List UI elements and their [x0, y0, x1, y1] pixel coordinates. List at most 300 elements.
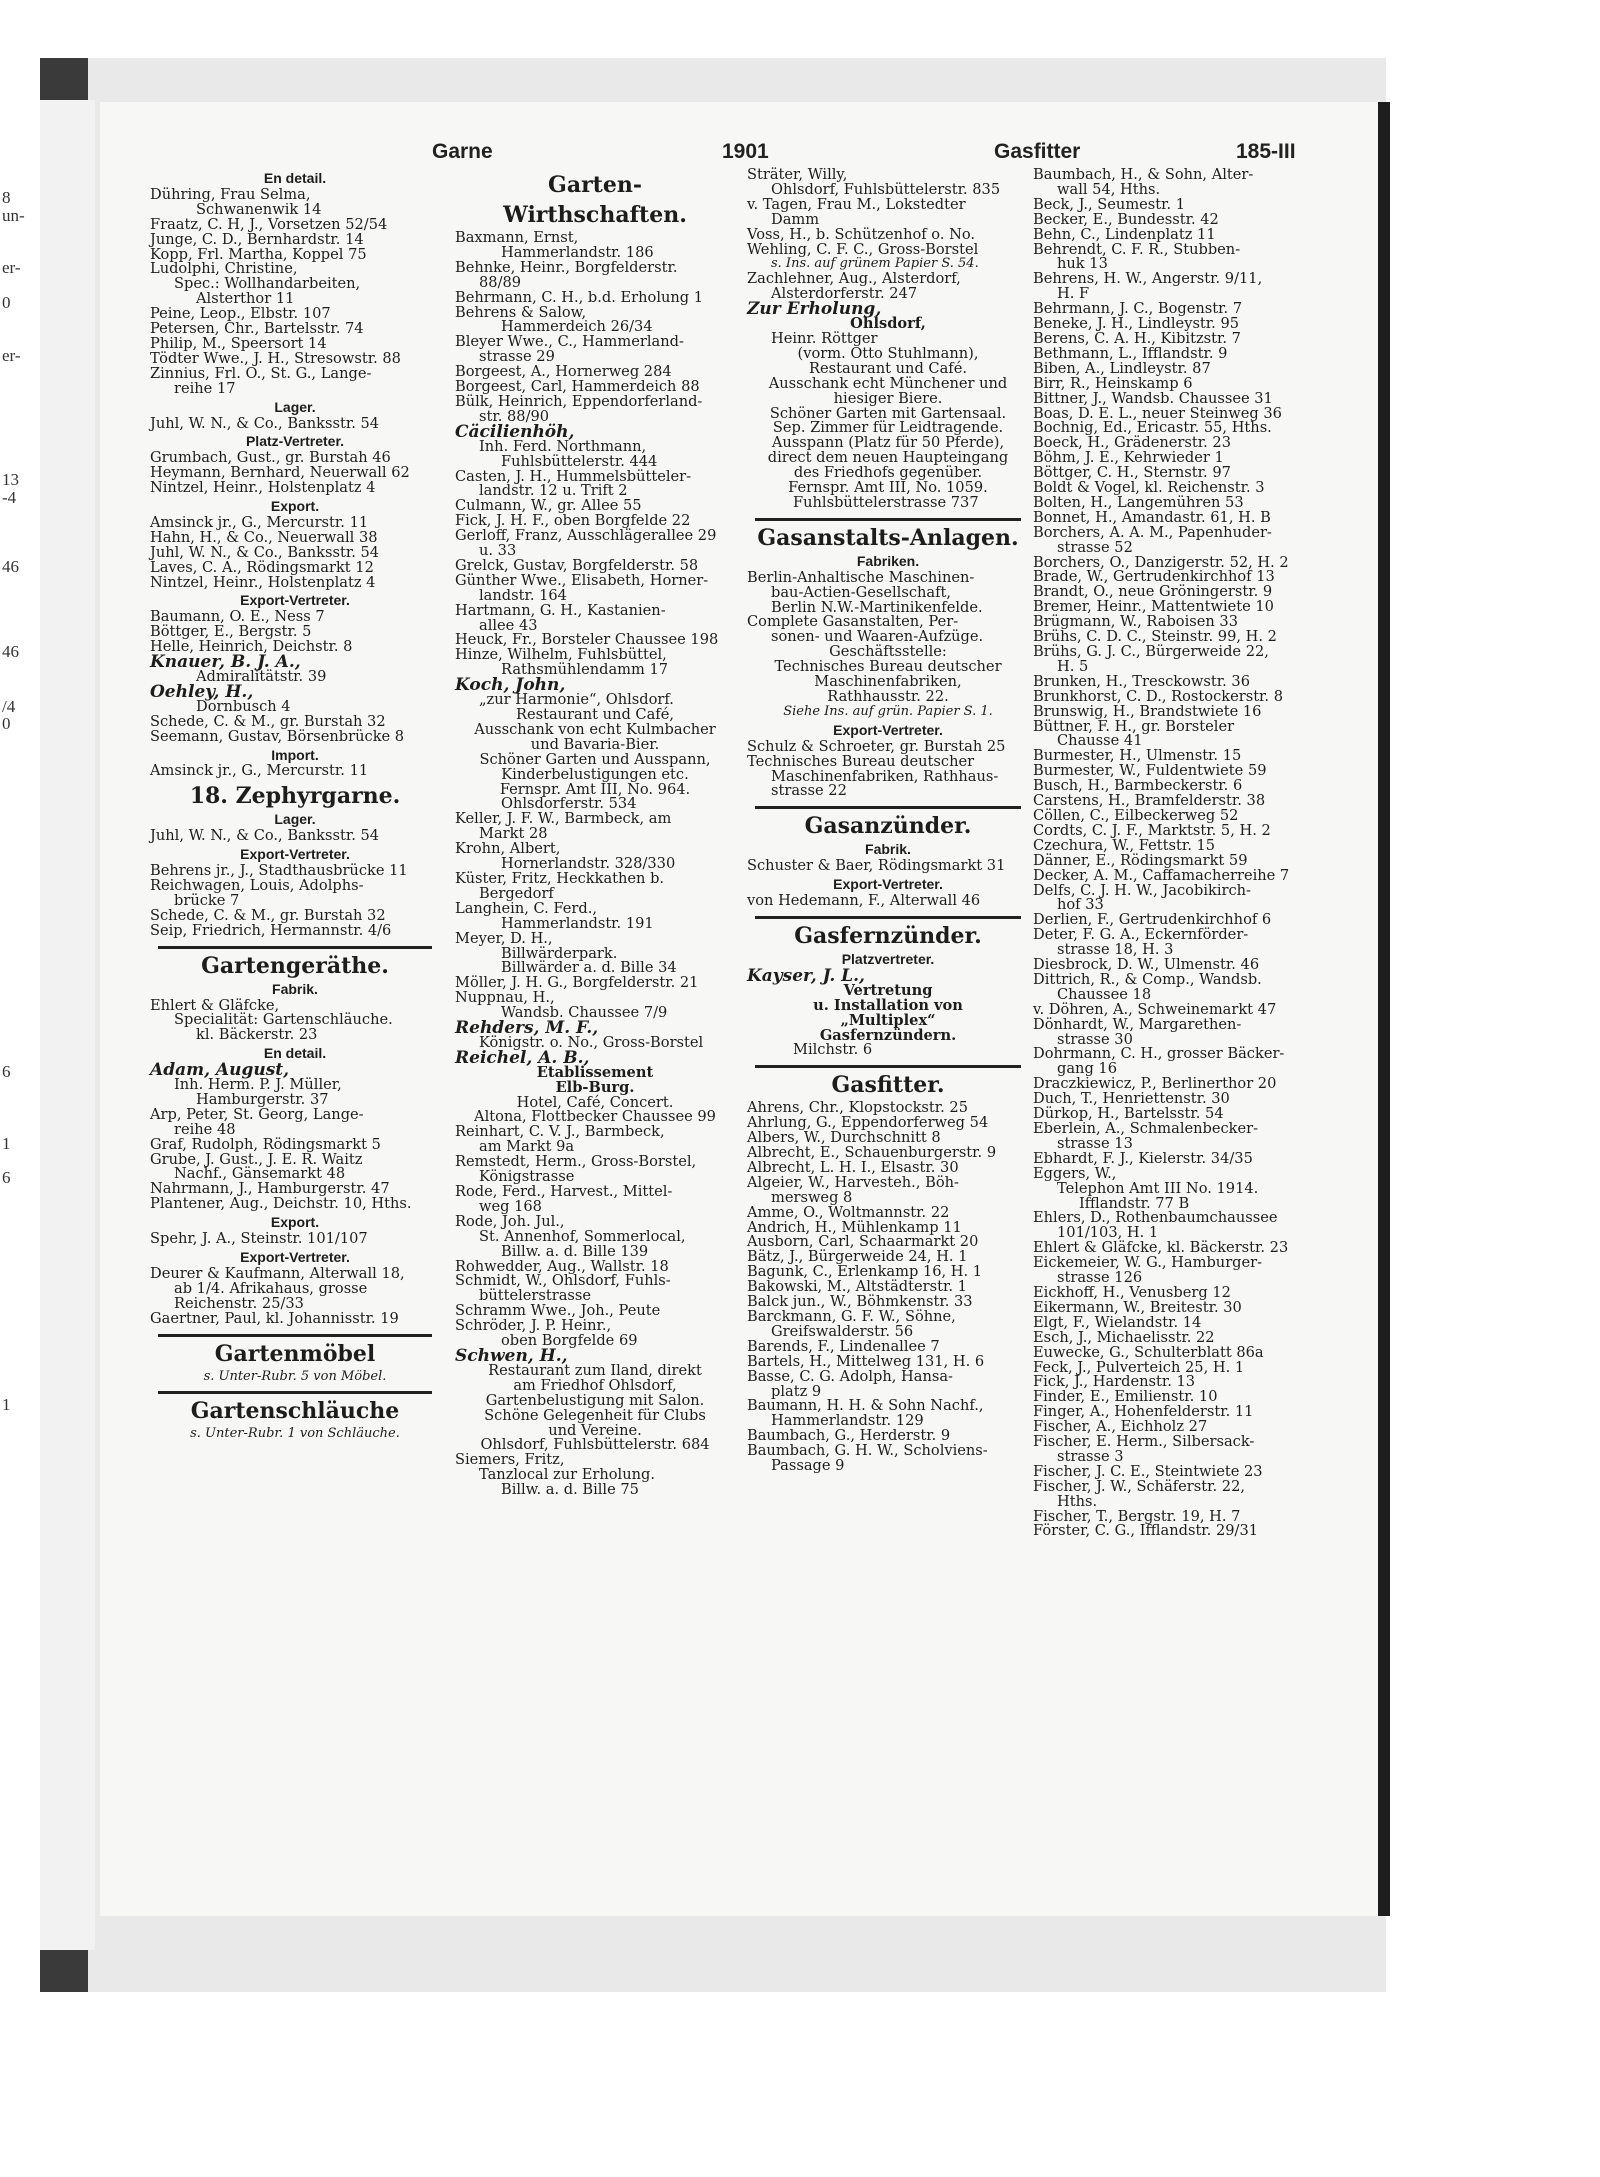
entry-line: Fick, J., Hardenstr. 13 — [1033, 1373, 1196, 1391]
section-heading: Gartenschläuche — [190, 1398, 400, 1425]
subheading: Fabrik. — [865, 841, 911, 858]
entry-line: hiesiger Biere. — [833, 389, 943, 407]
entry-line: Eickemeier, W. G., Hamburger- — [1033, 1254, 1263, 1272]
entry-line: strasse 52 — [1057, 538, 1133, 556]
entry-line: Behrens jr., J., Stadthausbrücke 11 — [150, 862, 408, 880]
entry-line: Behrmann, C. H., b.d. Erholung 1 — [455, 288, 704, 306]
entry-line: Reinhart, C. V. J., Barmbeck, — [455, 1123, 665, 1141]
entry-line: Sep. Zimmer für Leidtragende. — [772, 419, 1004, 437]
entry-line: Damm — [771, 210, 820, 228]
column-4 — [1033, 168, 1323, 1539]
advert-name: Knauer, B. J. A., — [150, 652, 301, 673]
entry-line: Restaurant zum Iland, direkt — [488, 1361, 702, 1379]
entry-line: Schulz & Schroeter, gr. Burstah 25 — [747, 737, 1006, 755]
entry-line: Delfs, C. J. H. W., Jacobikirch- — [1033, 881, 1251, 899]
entry-line: büttelerstrasse — [479, 1287, 592, 1305]
advert-name: Reichel, A. B., — [455, 1047, 590, 1068]
entry-line: Ifflandstr. 77 B — [1079, 1194, 1190, 1212]
entry-line: Billw. a. d. Bille 75 — [501, 1481, 639, 1499]
subheading: Lager. — [274, 811, 316, 828]
entry-line: Siehe Ins. auf grün. Papier S. 1. — [783, 703, 993, 719]
entry-line: Bartels, H., Mittelweg 131, H. 6 — [747, 1352, 985, 1370]
entry-line: mersweg 8 — [771, 1188, 853, 1206]
entry-line: Bittner, J., Wandsb. Chaussee 31 — [1033, 389, 1273, 407]
entry-line: Inh. Ferd. Northmann, — [479, 437, 647, 455]
subheading: En detail. — [263, 1045, 327, 1062]
subheading: Platzvertreter. — [841, 950, 935, 967]
entry-line: strasse 18, H. 3 — [1057, 941, 1174, 959]
entry-line: Hamburgerstr. 37 — [196, 1090, 329, 1108]
entry-line: Biben, A., Lindleystr. 87 — [1033, 359, 1211, 377]
entry-line: Rathhausstr. 22. — [827, 688, 949, 705]
entry-line: Schöne Gelegenheit für Clubs — [484, 1406, 706, 1424]
entry-line: Schede, C. & M., gr. Burstah 32 — [150, 712, 386, 730]
entry-line: Baumbach, G., Herderstr. 9 — [747, 1427, 951, 1445]
entry-line: Spec.: Wollhandarbeiten, — [174, 275, 361, 293]
entry-line: Alsterdorferstr. 247 — [771, 285, 918, 303]
entry-line: reihe 48 — [174, 1120, 236, 1138]
entry-line: Barends, F., Lindenallee 7 — [747, 1337, 940, 1355]
section-heading: Garten- — [548, 172, 642, 198]
entry-line: Böhm, J. E., Kehrwieder 1 — [1033, 449, 1224, 467]
subheading: Export-Vertreter. — [240, 1249, 350, 1265]
entry-line: Brunkhorst, C. D., Rostockerstr. 8 — [1033, 687, 1283, 705]
entry-line: Möller, J. H. G., Borgfelderstr. 21 — [455, 974, 699, 992]
entry-line: brücke 7 — [174, 891, 240, 909]
entry-line: Complete Gasanstalten, Per- — [747, 613, 959, 631]
entry-line: H. 5 — [1057, 657, 1089, 675]
entry-line: Derlien, F., Gertrudenkirchhof 6 — [1033, 911, 1272, 929]
entry-line: v. Döhren, A., Schweinemarkt 47 — [1033, 1000, 1277, 1018]
entry-line: Baumann, H. H. & Sohn Nachf., — [747, 1397, 984, 1415]
entry-line: Algeier, W., Harvesteh., Böh- — [747, 1173, 959, 1191]
entry-line: Kopp, Frl. Martha, Koppel 75 — [150, 245, 367, 263]
entry-line: St. Annenhof, Sommerlocal, — [479, 1227, 686, 1245]
entry-line: Bonnet, H., Amandastr. 61, H. B — [1033, 508, 1271, 526]
advert-name: Adam, August, — [150, 1060, 290, 1081]
entry-line: Ausborn, Carl, Schaarmarkt 20 — [747, 1233, 979, 1251]
entry-line: Helle, Heinrich, Deichstr. 8 — [150, 638, 353, 656]
entry-line: Ehlert & Gläfcke, — [150, 996, 280, 1014]
entry-line: landstr. 164 — [479, 586, 567, 604]
entry-line: Brühs, C. D. C., Steinstr. 99, H. 2 — [1033, 628, 1277, 646]
entry-line: Grumbach, Gust., gr. Burstah 46 — [150, 449, 391, 467]
entry-line: Philip, M., Speersort 14 — [150, 334, 327, 352]
entry-line: Behrens & Salow, — [455, 303, 587, 321]
entry-line: Billwärder a. d. Bille 34 — [501, 959, 677, 977]
entry-line: Eickhoff, H., Venusberg 12 — [1033, 1283, 1231, 1301]
entry-line: Reichenstr. 25/33 — [174, 1294, 304, 1312]
entry-line: Busch, H., Barmbeckerstr. 6 — [1033, 777, 1243, 795]
entry-line: Bolten, H., Langemühren 53 — [1033, 493, 1244, 511]
entry-line: Küster, Fritz, Heckkathen b. — [455, 869, 665, 887]
entry-line: strasse 13 — [1057, 1134, 1133, 1152]
entry-line: Andrich, H., Mühlenkamp 11 — [747, 1218, 962, 1236]
entry-line: Reichwagen, Louis, Adolphs- — [150, 876, 364, 894]
entry-line: Baumann, O. E., Ness 7 — [150, 608, 325, 626]
section-divider — [755, 1065, 1021, 1068]
entry-line: Bochnig, Ed., Ericastr. 55, Hths. — [1033, 419, 1272, 437]
entry-line: Berlin N.W.-Martinikenfelde. — [771, 598, 983, 616]
entry-line: Gaertner, Paul, kl. Johannisstr. 19 — [150, 1309, 399, 1327]
entry-line: Eikermann, W., Breitestr. 30 — [1033, 1298, 1242, 1316]
section-divider — [158, 1334, 432, 1337]
entry-line: Brunken, H., Tresckowstr. 36 — [1033, 672, 1251, 690]
entry-line: Sträter, Willy, — [747, 166, 848, 183]
entry-line: Albrecht, E., Schauenburgerstr. 9 — [747, 1144, 997, 1162]
entry-line: Deurer & Kaufmann, Alterwall 18, — [150, 1264, 405, 1282]
entry-line: oben Borgfelde 69 — [501, 1332, 638, 1350]
entry-line: gang 16 — [1057, 1060, 1117, 1078]
entry-line: Hammerlandstr. 191 — [501, 914, 654, 932]
entry-line: hof 33 — [1057, 896, 1104, 914]
subheading: Platz-Vertreter. — [245, 433, 345, 450]
entry-line: Dittrich, R., & Comp., Wandsb. — [1033, 970, 1262, 988]
section-heading: Gartengeräthe. — [201, 952, 389, 979]
advert-name: Koch, John, — [455, 675, 566, 696]
entry-line: Dohrmann, C. H., grosser Bäcker- — [1033, 1045, 1285, 1063]
entry-line: Czechura, W., Fettstr. 15 — [1033, 836, 1216, 854]
entry-line: Markt 28 — [479, 825, 548, 843]
fragment: 1 — [2, 1134, 11, 1153]
entry-line: Milchstr. 6 — [793, 1041, 873, 1059]
entry-line: sonen- und Waaren-Aufzüge. — [771, 628, 984, 646]
entry-line: Carstens, H., Bramfelderstr. 38 — [1033, 792, 1266, 810]
entry-line: Hornerlandstr. 328/330 — [501, 855, 676, 873]
entry-line: Esch, J., Michaelisstr. 22 — [1033, 1328, 1215, 1346]
fragment: 6 — [2, 1168, 11, 1187]
entry-line: str. 88/90 — [479, 407, 550, 425]
entry-line: Bakowski, M., Altstädterstr. 1 — [747, 1278, 967, 1296]
entry-line: Hotel, Café, Concert. — [516, 1093, 674, 1111]
entry-line: Dänner, E., Rödingsmarkt 59 — [1033, 851, 1248, 869]
entry-line: Berens, C. A. H., Kibitzstr. 7 — [1033, 329, 1241, 347]
entry-line: Nuppnau, H., — [455, 989, 555, 1007]
entry-line: landstr. 12 u. Trift 2 — [479, 482, 628, 500]
entry-line: Dönhardt, W., Margarethen- — [1033, 1015, 1242, 1033]
entry-line: Fernspr. Amt III, No. 964. — [499, 780, 691, 798]
entry-line: Ahrlung, G., Eppendorferweg 54 — [747, 1114, 989, 1132]
entry-line: Seemann, Gustav, Börsenbrücke 8 — [150, 727, 405, 745]
entry-line: Elb-Burg. — [555, 1078, 635, 1096]
entry-line: Bleyer Wwe., C., Hammerland- — [455, 333, 684, 351]
entry-line: strasse 3 — [1057, 1447, 1124, 1465]
entry-line: Bätz, J., Bürgerweide 24, H. 1 — [747, 1248, 968, 1266]
entry-line: Burmester, H., Ulmenstr. 15 — [1033, 747, 1242, 765]
entry-line: bau-Actien-Gesellschaft, — [771, 583, 952, 601]
subheading: Export. — [270, 1214, 320, 1231]
fragment: un- — [2, 206, 25, 225]
entry-line: Rode, Joh. Jul., — [455, 1212, 565, 1230]
entry-line: Amsinck jr., G., Mercurstr. 11 — [150, 762, 369, 780]
entry-line: Borchers, A. A. M., Papenhuder- — [1033, 523, 1272, 541]
entry-line: Wandsb. Chaussee 7/9 — [501, 1004, 668, 1022]
entry-line: Günther Wwe., Elisabeth, Horner- — [455, 571, 709, 589]
entry-line: Ohlsdorferstr. 534 — [501, 795, 637, 813]
entry-line: Schmidt, W., Ohlsdorf, Fuhls- — [455, 1272, 671, 1290]
entry-line: Inh. Herm. P. J. Müller, — [174, 1076, 342, 1094]
entry-line: v. Tagen, Frau M., Lokstedter — [747, 195, 966, 213]
entry-line: Draczkiewicz, P., Berlinerthor 20 — [1033, 1075, 1277, 1093]
entry-line: am Markt 9a — [479, 1138, 575, 1156]
entry-line: allee 43 — [479, 616, 538, 634]
entry-line: Zinnius, Frl. O., St. G., Lange- — [150, 364, 372, 382]
entry-line: Berlin-Anhaltische Maschinen- — [747, 568, 975, 586]
entry-line: Ausschank von echt Kulmbacher — [474, 720, 716, 738]
entry-line: Fernspr. Amt III, No. 1059. — [788, 479, 988, 497]
entry-line: Behrens, H. W., Angerstr. 9/11, — [1033, 270, 1263, 288]
fragment: er- — [2, 346, 21, 365]
advert-name: Rehders, M. F., — [455, 1018, 599, 1039]
entry-line: Dühring, Frau Selma, — [150, 185, 311, 203]
entry-line: strasse 29 — [479, 348, 555, 366]
entry-line: Hammerdeich 26/34 — [501, 318, 653, 336]
entry-line: Tödter Wwe., J. H., Stresowstr. 88 — [150, 349, 401, 367]
entry-line: Billwärderpark. — [501, 944, 618, 962]
fragment: -4 — [2, 488, 17, 507]
entry-line: Eggers, W., — [1033, 1164, 1117, 1182]
fragment: 0 — [2, 293, 11, 312]
entry-line: Behn, C., Lindenplatz 11 — [1033, 225, 1216, 243]
entry-line: Behrmann, J. C., Bogenstr. 7 — [1033, 300, 1243, 318]
fragment: er- — [2, 258, 21, 277]
entry-line: Behnke, Heinr., Borgfelderstr. — [455, 258, 678, 276]
section-heading: Gasfitter. — [831, 1072, 945, 1099]
fragment: /4 — [2, 697, 16, 716]
entry-line: Meyer, D. H., — [455, 929, 553, 947]
entry-line: Baxmann, Ernst, — [455, 229, 579, 246]
entry-line: Brühs, G. J. C., Bürgerweide 22, — [1033, 643, 1269, 660]
fragment: 13 — [2, 470, 19, 489]
entry-line: Duch, T., Henriettenstr. 30 — [1033, 1090, 1230, 1108]
entry-line: Schwanenwik 14 — [196, 200, 322, 218]
entry-line: Birr, R., Heinskamp 6 — [1033, 374, 1193, 392]
subheading: Export-Vertreter. — [833, 721, 943, 738]
entry-line: Diesbrock, D. W., Ulmenstr. 46 — [1033, 956, 1260, 974]
entry-line: Heymann, Bernhard, Neuerwall 62 — [150, 464, 410, 482]
entry-line: Nachf., Gänsemarkt 48 — [174, 1165, 346, 1183]
entry-line: Fraatz, C. H, J., Vorsetzen 52/54 — [150, 215, 388, 233]
entry-line: Borgeest, A., Hornerweg 284 — [455, 363, 672, 381]
entry-line: Grube, J. Gust., J. E. R. Waitz — [150, 1150, 363, 1168]
entry-line: Ahrens, Chr., Klopstockstr. 25 — [747, 1099, 968, 1117]
entry-line: Hahn, H., & Co., Neuerwall 38 — [150, 528, 378, 546]
entry-line: von Hedemann, F., Alterwall 46 — [747, 892, 981, 910]
entry-line: Juhl, W. N., & Co., Banksstr. 54 — [150, 827, 380, 845]
column-1 — [150, 168, 440, 1442]
entry-line: „Multiplex“ — [840, 1011, 936, 1029]
entry-line: Finder, E., Emilienstr. 10 — [1033, 1388, 1218, 1406]
entry-line: Feck, J., Pulverteich 25, H. 1 — [1033, 1358, 1245, 1376]
entry-line: Remstedt, Herm., Gross-Borstel, — [455, 1153, 697, 1171]
entry-line: Dornbusch 4 — [196, 697, 291, 715]
entry-line: Ehlers, D., Rothenbaumchaussee — [1033, 1209, 1278, 1227]
entry-line: und Bavaria-Bier. — [530, 735, 660, 753]
section-divider — [755, 518, 1021, 521]
entry-line: Gerloff, Franz, Ausschlägerallee 29 — [455, 527, 717, 545]
entry-line: Greifswalderstr. 56 — [771, 1322, 914, 1340]
entry-line: Cöllen, C., Eilbeckerweg 52 — [1033, 806, 1239, 824]
entry-line: Behrendt, C. F. R., Stubben- — [1033, 240, 1241, 258]
entry-line: Maschinenfabriken, — [814, 673, 962, 691]
entry-line: Nintzel, Heinr., Holstenplatz 4 — [150, 573, 376, 591]
entry-line: 101/103, H. 1 — [1057, 1224, 1159, 1242]
entry-line: Bremer, Heinr., Mattentwiete 10 — [1033, 598, 1274, 616]
entry-line: Billw. a. d. Bille 139 — [501, 1242, 649, 1260]
entry-line: Juhl, W. N., & Co., Banksstr. 54 — [150, 543, 380, 561]
entry-line: Heinr. Röttger — [771, 329, 878, 347]
entry-line: Albrecht, L. H. I., Elsastr. 30 — [747, 1158, 959, 1176]
entry-line: Arp, Peter, St. Georg, Lange- — [150, 1105, 364, 1123]
advert-name: Cäcilienhöh, — [455, 421, 575, 442]
entry-line: Baumbach, G. H. W., Scholviens- — [747, 1442, 988, 1460]
entry-line: Bethmann, L., Ifflandstr. 9 — [1033, 344, 1228, 362]
entry-line: Amsinck jr., G., Mercurstr. 11 — [150, 513, 369, 531]
entry-line: Königstr. o. No., Gross-Borstel — [479, 1033, 704, 1051]
entry-line: s. Ins. auf grünem Papier S. 54. — [771, 256, 979, 272]
entry-line: Keller, J. F. W., Barmbeck, am — [455, 810, 672, 828]
entry-line: Gartenbelustigung mit Salon. — [485, 1391, 705, 1409]
entry-line: s. Unter-Rubr. 5 von Möbel. — [203, 1368, 387, 1384]
entry-line: Ludolphi, Christine, — [150, 260, 298, 278]
section-heading: Gasanzünder. — [804, 813, 972, 840]
entry-line: Kinderbelustigungen etc. — [501, 765, 689, 783]
entry-line: Fischer, E. Herm., Silbersack- — [1033, 1433, 1255, 1451]
entry-line: Boeck, H., Grädenerstr. 23 — [1033, 434, 1231, 452]
entry-line: Technisches Bureau deutscher — [774, 658, 1002, 676]
entry-line: Deter, F. G. A., Eckernförder- — [1033, 926, 1249, 944]
section-heading: Gasanstalts-Anlagen. — [757, 524, 1019, 551]
advert-name: Zur Erholung, — [747, 299, 882, 320]
subheading: Export-Vertreter. — [833, 876, 943, 893]
section-divider — [158, 1391, 432, 1394]
advert-name: Schwen, H., — [455, 1345, 568, 1366]
entry-line: ab 1/4. Afrikahaus, grosse — [174, 1279, 368, 1297]
entry-line: Büttner, F. H., gr. Borsteler — [1033, 717, 1235, 735]
entry-line: Grelck, Gustav, Borgfelderstr. 58 — [455, 556, 699, 574]
header-year: 1901 — [722, 140, 769, 163]
entry-line: Barckmann, G. F. W., Söhne, — [747, 1308, 956, 1325]
entry-line: strasse 30 — [1057, 1030, 1133, 1048]
entry-line: Technisches Bureau deutscher — [747, 752, 975, 770]
entry-line: Brandt, O., neue Gröningerstr. 9 — [1033, 583, 1273, 601]
column-2 — [455, 168, 735, 1498]
entry-line: u. 33 — [479, 542, 517, 560]
entry-line: Hammerlandstr. 129 — [771, 1412, 924, 1430]
fragment: 0 — [2, 714, 11, 733]
page-edge-shadow — [1378, 102, 1390, 1916]
entry-line: Burmester, W., Fuldentwiete 59 — [1033, 762, 1267, 780]
entry-line: Rohwedder, Aug., Wallstr. 18 — [455, 1257, 669, 1275]
entry-line: Borchers, O., Danzigerstr. 52, H. 2 — [1033, 553, 1289, 571]
entry-line: Cordts, C. J. F., Marktstr. 5, H. 2 — [1033, 821, 1271, 839]
entry-line: Heuck, Fr., Borsteler Chaussee 198 — [455, 631, 719, 649]
fragment: 8 — [2, 188, 11, 207]
entry-line: Eberlein, A., Schmalenbecker- — [1033, 1120, 1259, 1137]
entry-line: Zachlehner, Aug., Alsterdorf, — [747, 270, 961, 288]
header-right-keyword: Gasfitter — [994, 140, 1081, 163]
entry-line: Etablissement — [536, 1063, 654, 1081]
entry-line: Brügmann, W., Raboisen 33 — [1033, 613, 1238, 631]
entry-line: Gasfernzündern. — [819, 1026, 957, 1044]
entry-line: Rathsmühlendamm 17 — [501, 661, 669, 679]
entry-line: Hammerlandstr. 186 — [501, 243, 654, 261]
entry-line: Wehling, C. F. C., Gross-Borstel — [747, 240, 979, 258]
subheading: Export-Vertreter. — [240, 592, 350, 609]
entry-line: huk 13 — [1057, 255, 1108, 273]
entry-line: Königstrasse — [479, 1168, 575, 1186]
entry-line: Schuster & Baer, Rödingsmarkt 31 — [747, 857, 1006, 875]
entry-line: Amme, O., Woltmannstr. 22 — [747, 1203, 950, 1221]
section-heading: Gartenmöbel — [214, 1340, 376, 1367]
entry-line: Vertretung — [843, 981, 933, 999]
entry-line: platz 9 — [771, 1382, 822, 1400]
entry-line: Boas, D. E. L., neuer Steinweg 36 — [1033, 404, 1282, 422]
entry-line: Tanzlocal zur Erholung. — [479, 1466, 655, 1484]
entry-line: Fick, J. H. F., oben Borgfelde 22 — [455, 512, 691, 530]
entry-line: Fischer, T., Bergstr. 19, H. 7 — [1033, 1507, 1241, 1525]
entry-line: Bergedorf — [479, 884, 554, 902]
subheading: Fabrik. — [272, 980, 318, 997]
entry-line: Siemers, Fritz, — [455, 1451, 565, 1469]
entry-line: strasse 22 — [771, 782, 847, 800]
entry-line: s. Unter-Rubr. 1 von Schläuche. — [190, 1426, 400, 1442]
entry-line: des Friedhofs gegenüber. — [793, 464, 983, 482]
entry-line: Schede, C. & M., gr. Burstah 32 — [150, 906, 386, 924]
entry-line: Decker, A. M., Caffamacherreihe 7 — [1033, 866, 1290, 884]
entry-line: Laves, C. A., Rödingsmarkt 12 — [150, 558, 374, 576]
subheading: Fabriken. — [856, 552, 920, 569]
entry-line: Schramm Wwe., Joh., Peute — [455, 1302, 661, 1320]
entry-line: Ausschank echt Münchener und — [768, 374, 1008, 392]
entry-line: Fischer, J. W., Schäferstr. 22, — [1033, 1477, 1245, 1495]
entry-line: Ehlert & Gläfcke, kl. Bäckerstr. 23 — [1033, 1239, 1289, 1257]
entry-line: strasse 126 — [1057, 1269, 1143, 1287]
entry-line: reihe 17 — [174, 379, 236, 397]
entry-line: Fuhlsbüttelerstr. 444 — [501, 452, 658, 470]
entry-line: weg 168 — [479, 1197, 542, 1215]
entry-line: am Friedhof Ohlsdorf, — [513, 1376, 677, 1394]
entry-line: 88/89 — [479, 273, 522, 291]
entry-line: Chaussee 18 — [1057, 985, 1152, 1003]
entry-line: Fischer, A., Eichholz 27 — [1033, 1418, 1208, 1436]
entry-line: Maschinenfabriken, Rathhaus- — [771, 767, 999, 785]
entry-line: Balck jun., W., Böhmkenstr. 33 — [747, 1293, 973, 1311]
entry-line: Beck, J., Seumestr. 1 — [1033, 195, 1186, 213]
entry-line: Schröder, J. P. Heinr., — [455, 1317, 612, 1335]
fragment: 46 — [2, 642, 19, 661]
entry-line: Beneke, J. H., Lindleystr. 95 — [1033, 315, 1240, 333]
entry-line: Fuhlsbüttelerstrasse 737 — [793, 493, 979, 511]
header-left-keyword: Garne — [432, 140, 493, 163]
entry-line: Junge, C. D., Bernhardstr. 14 — [150, 230, 364, 248]
entry-line: direct dem neuen Haupteingang — [767, 449, 1009, 467]
entry-line: Brade, W., Gertrudenkirchhof 13 — [1033, 568, 1275, 586]
entry-line: Chausse 41 — [1057, 732, 1143, 750]
entry-line: Casten, J. H., Hummelsbütteler- — [455, 467, 692, 485]
section-divider — [755, 916, 1021, 919]
entry-line: wall 54, Hths. — [1057, 180, 1161, 198]
entry-line: Peine, Leop., Elbstr. 107 — [150, 305, 331, 323]
entry-line: Ohlsdorf, Fuhlsbüttelerstr. 835 — [771, 180, 1001, 198]
entry-line: Ohlsdorf, — [850, 315, 926, 333]
entry-line: Restaurant und Café, — [516, 706, 674, 723]
entry-line: Nintzel, Heinr., Holstenplatz 4 — [150, 479, 376, 497]
section-heading: Wirthschaften. — [503, 202, 687, 228]
subheading: Lager. — [274, 398, 316, 415]
entry-line: Ausspann (Platz für 50 Pferde), — [771, 434, 1005, 452]
section-divider — [158, 946, 432, 949]
